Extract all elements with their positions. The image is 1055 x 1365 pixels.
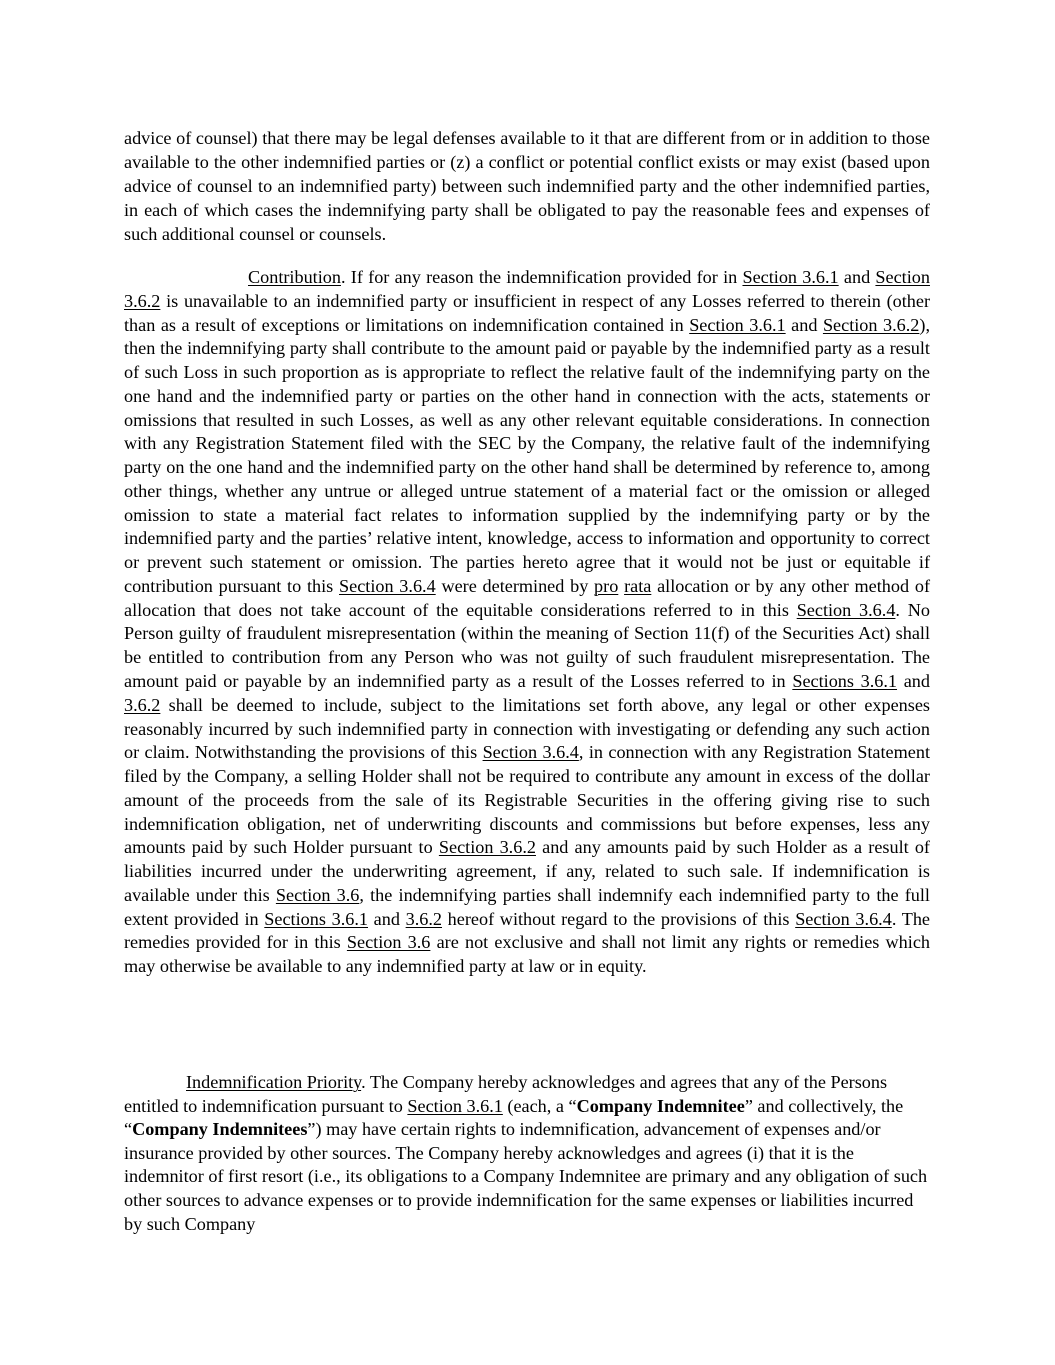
contribution-text: were determined by [435,575,595,596]
priority-text: . The Company hereby acknowledges and agrees that any of the Persons entitled to indemnification pursuant to [124,1072,888,1116]
priority-text: (each, a “ [502,1095,577,1116]
section-reference: Section 3.6 [275,884,360,905]
contribution-text: are not exclusive and shall not limit any rights or remedies which may otherwise be available to any indemnified party at law or in equity. [124,932,930,977]
contribution-text: and [897,671,930,692]
section-reference: Section 3.6.2 [124,267,930,311]
contribution-text: , the indemnifying parties shall indemnify each indemnified party to the full extent provided in [124,884,930,929]
paragraph-1-text: advice of counsel) that there may be legal defenses available to it that are different from or in addition to those available to the other indemnified parties or (z) a conflict or potential conflict exists or may exist (based upon advice of counsel to an indemnified party) between such indemnified party and the other indemnified parties, in each of which cases the indemnifying party shall be obligated to pay the reasonable fees and expenses of such additional counsel or counsels. [124,128,930,244]
contribution-text: . If for any reason the indemnification provided for in [340,267,743,287]
section-reference: Section 3.6.4 [796,599,896,620]
rata-term: rata [624,575,652,596]
indemnification-priority-heading: Indemnification Priority [186,1072,362,1092]
pro-term: pro [594,575,619,596]
contribution-text: , in connection with any Registration Statement filed by the Company, a selling Holder shall not be required to contribute any amount in excess of the dollar amount of the proceeds from the sale of its Registrable Securities in the offering giving rise to such indemnification obligation, net of underwriting discounts and commissions but before expenses, less any amounts paid by such Holder pursuant to [124,742,930,858]
section-reference: Section 3.6.4 [482,742,579,763]
contribution-text: . The remedies provided for in this [124,908,930,953]
contribution-text: and [838,267,876,287]
defined-term-company-indemnitee: Company Indemnitee [576,1095,745,1116]
paragraph-counsel-fees [124,126,930,246]
priority-text: ” and collectively, the “ [124,1095,904,1140]
section-reference: Sections 3.6.1 [264,908,368,929]
contribution-text: ), then the indemnifying party shall contribute to the amount paid or payable by the indemnified party as a result of such Loss in such proportion as is appropriate to reflect the relative fault of the indemnifying party on the one hand and the indemnified party or parties on the other hand in connection with the acts, statements or omissions that resulted in such Losses, as well as any other relevant equitable considerations. In connection with any Registration Statement filed with the SEC by the Company, the relative fault of the indemnifying party on the one hand and the indemnified party on the other hand shall be determined by reference to, among other things, whether any untrue or alleged untrue statement of a material fact or the omission or alleged omission to state a material fact relates to information supplied by the indemnifying party or by the indemnified party and the parties’ relative intent, knowledge, access to information and opportunity to correct or prevent such statement or omission. The parties hereto agree that it would not be just or equitable if contribution pursuant to this [124,314,930,596]
contribution-text: and [368,908,406,929]
contribution-text: is unavailable to an indemnified party or insufficient in respect of any Losses referred to therein (other than as a result of exceptions or limitations on indemnification contained in [124,290,930,335]
section-reference: Section 3.6.4 [339,575,436,596]
paragraph-indemnification-priority [124,1071,930,1236]
contribution-text: and any amounts paid by such Holder as a result of liabilities incurred under the underwriting agreement, if any, related to such sale. If indemnification is available under this [124,837,930,905]
section-reference: 3.6.2 [405,908,442,929]
contribution-text: allocation or by any other method of allocation that does not take account of the equitable considerations referred to in this [124,575,930,620]
contribution-text: and [785,314,823,335]
contribution-text: shall be deemed to include, subject to the limitations set forth above, any legal or other expenses reasonably incurred by such indemnified party in connection with investigating or defending any such action or claim. Notwithstanding the provisions of this [124,694,930,763]
section-reference: Section 3.6.2 [438,837,536,858]
section-reference: Section 3.6 [346,932,431,953]
section-reference: Section 3.6.1 [689,314,786,335]
section-reference: Sections 3.6.1 [792,671,898,692]
section-reference: Section 3.6.1 [407,1095,503,1116]
priority-text: ”) may have certain rights to indemnification, advancement of expenses and/or insurance provided by other sources. The Company hereby acknowledges and agrees (i) that it is the indemnitor of first resort (i.e., its obligations to a Company Indemnitee are primary and any obligation of such other sources to advance expenses or to provide indemnification for the same expenses or liabilities incurred by such Company [124,1119,928,1234]
contribution-text: hereof without regard to the provisions of this [442,908,796,929]
section-reference: Section 3.6.1 [742,267,839,287]
section-reference: Section 3.6.4 [795,908,892,929]
paragraph-contribution [124,266,930,979]
section-reference: 3.6.2 [124,694,161,715]
contribution-text: . No Person guilty of fraudulent misrepresentation (within the meaning of Section 11(f) of the Securities Act) shall be entitled to contribution from any Person who was not guilty of such fraudulent misrepresentation. The amount paid or payable by an indemnified party as a result of the Losses referred to in [124,599,930,692]
section-reference: Section 3.6.2 [822,314,920,335]
defined-term-company-indemnitees: Company Indemnitees [132,1119,308,1140]
contribution-heading: Contribution [248,267,341,287]
